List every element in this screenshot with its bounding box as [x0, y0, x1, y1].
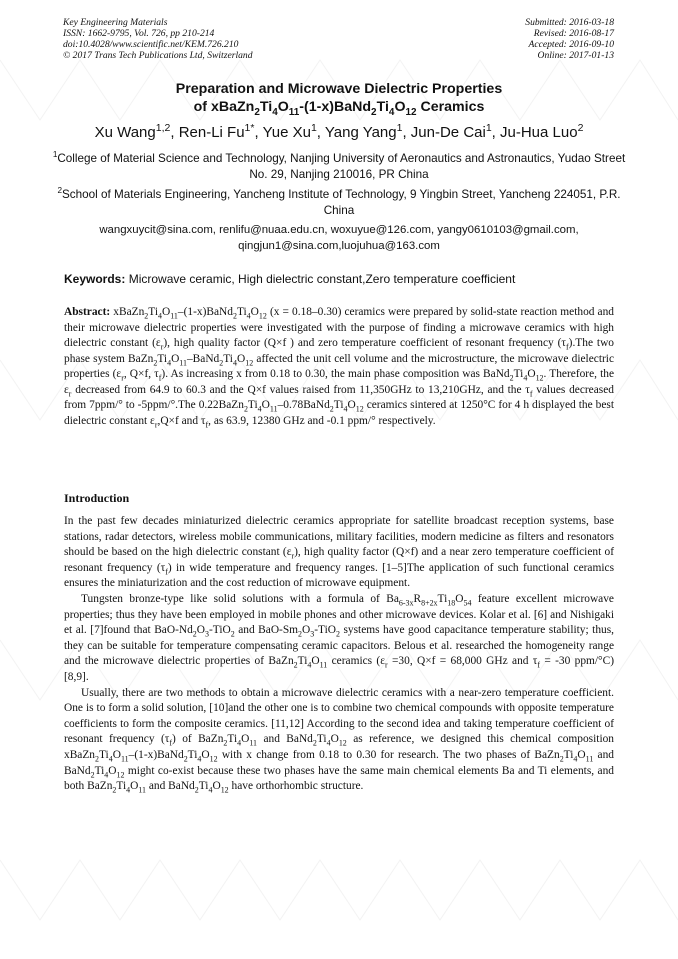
- author-affil-mark: 1,2: [155, 122, 171, 134]
- keywords: [64, 271, 624, 287]
- author-name: Ren-Li Fu: [178, 124, 245, 141]
- introduction-body: [64, 514, 614, 795]
- abstract: Abstract: $xBaZn_2Ti_4O_{11}-(1-x)BaNd_2Ti_4O_{12}$ (x = 0.18–0.30) ceramics were prepared by solid-state reaction method and their microwave dielectric properties were investigated with the purpose of finding a microwave ceramics with high dielectric constant $(\varepsilon_r)$, high quality factor (Q×f ) and zero temperature coefficient of resonant frequency $(\tau_f).The$ two phase system $BaZn_2Ti_4O_{11}-BaNd_2Ti_4O_{12}$ affected the unit cell volume and the microstructure, the microwave dielectric properties ($\varepsilon_r$, Q×f, $\tau_f$). As increasing x from 0.18 to 0.30, the main phase composition was $BaNd_2Ti_4O_{12}$. Therefore, the $\varepsilon_r$ decreased from 64.9 to 60.3 and the Q×f values raised from 11,350GHz to 13,210GHz, and the $\tau_f$ values decreased from 7ppm/° to -5ppm/°.The $0.22BaZn_2Ti_4O_{11}-0.78BaNd_2Ti_4O_{12}$ ceramics sintered at 1250°C for 4 h displayed the best dielectric constant $\varepsilon_r,Q\times f$ and $\tau_f$, as 63.9, 12380 GHz and -0.1 ppm/° respectively.: [64, 306, 615, 429]
- journal-doi: doi:10.4028/www.scientific.net/KEM.726.210: [63, 39, 239, 50]
- journal-name: Key Engineering Materials: [63, 17, 168, 28]
- author-affil-mark: 1: [310, 122, 317, 134]
- author-name: Xu Wang: [94, 124, 156, 141]
- paragraph: In the past few decades miniaturized dielectric ceramics appropriate for satellite broadcast reception systems, base stations, radar detectors, wireless mobile communications, military facilities, modern medicine as filters and resonators should be based on the high dielectric constant $(\varepsilon_r)$, high quality factor (Q×f) and a near zero temperature coefficient of resonant frequency $(\tau_f)$ in wide temperature and frequency ranges. [1–5]The application of such functional ceramics ensures the miniaturization and the cost reduction of microwave equipment.: [64, 515, 614, 590]
- author-name: Yang Yang: [324, 124, 397, 141]
- author-affil-mark: 1*: [244, 122, 255, 134]
- author-name: Jun-De Cai: [410, 124, 486, 141]
- paper-title-line2: of $xBaZn_2Ti_4O_{11}-(1-x)BaNd_2Ti_4O_{12}$ Ceramics: [193, 99, 485, 118]
- journal-issn: ISSN: 1662-9795, Vol. 726, pp 210-214: [63, 28, 215, 39]
- author-list: Xu Wang$^{1,2}$, Ren-Li $Fu^{1*}$, Yue Xu$^1$, Yang Yang$^1$, Jun-De Cai$^1$, Ju-Hua Luo$^2$: [94, 122, 584, 141]
- journal-info: [63, 17, 253, 61]
- affiliation-text: School of Materials Engineering, Yancheng Institute of Technology, 9 Yingbin Street, Yancheng 224051, P.R. China: [61, 188, 621, 217]
- date-online: Online: 2017-01-13: [537, 50, 614, 61]
- affiliation-text: College of Material Science and Technology, Nanjing University of Aeronautics and Astronautics, Yudao Street No. 29, Nanjing 210016, PR China: [57, 152, 626, 181]
- author-name: Ju-Hua Luo: [500, 124, 578, 141]
- date-accepted: Accepted: 2016-09-10: [528, 39, 614, 50]
- author-name: Yue Xu: [262, 124, 311, 141]
- paragraph: Usually, there are two methods to obtain a microwave dielectric ceramics with a near-zero temperature coefficient. One is to form a solid solution, [10]and the other one is to combine two chemical compounds with opposite temperature coefficients to form the composite ceramics. [11,12] According to the second idea and taking temperature coefficient of resonant frequency $(\tau_f)$ of $BaZn_2Ti_4O_{11}$ and $BaNd_2Ti_4O_{12}$ as reference, we designed this chemical composition $xBaZn_2Ti_4O_{11}-(1-x)BaNd_2Ti_4O_{12}$ with x change from 0.18 to 0.30 for research. The two phases of $BaZn_2Ti_4O_{11}$ and $BaNd_2Ti_4O_{12}$ might co-exist because these two phases have the same main chemical elements Ba and Ti elements, and both $BaZn_2Ti_4O_{11}$ and $BaNd_2Ti_4O_{12}$ have orthorhombic structure.: [64, 686, 614, 795]
- abstract-label: Abstract:: [64, 306, 111, 318]
- author-affil-mark: 1: [485, 122, 492, 134]
- author-affil-mark: 1: [396, 122, 403, 134]
- author-affil-mark: 2: [577, 122, 584, 134]
- affiliation-mark: 1: [52, 150, 58, 160]
- affiliation-1: [50, 151, 628, 183]
- section-heading-introduction: Introduction: [64, 491, 130, 505]
- keywords-label: Keywords:: [64, 272, 126, 286]
- affiliation-mark: 2: [57, 186, 62, 196]
- publication-dates: [525, 17, 614, 61]
- paragraph: Tungsten bronze-type like solid solutions with a formula of $Ba_{6-3x}R_{8+2x}Ti_{18}O_{54}$ feature excellent microwave properties; thus they have been employed in mobile phones and other microwave devices. Kolar et al. [6] and Nishigaki et al. [7]found that BaO-$Nd_2O_3-TiO_2$ and BaO-$Sm_2O_3-TiO_2$ systems have good capacitance temperature stability; thus, they can be suitable for temperature compensating ceramic capacitors. Belous et al. researched the homogeneity range and the microwave dielectric properties of $BaZn_2Ti_4O_{11}$ ceramics ($\varepsilon_r =30$, Q×f = 68,000 GHz and $\tau_f = -30$ ppm/°C) [8,9].: [64, 592, 614, 683]
- affiliation-2: [50, 187, 628, 219]
- author-emails: wangxuycit@sina.com, renlifu@nuaa.edu.cn, woxuyue@126.com, yangy0610103@gmail.com, qingjun1@sina.com,luojuhua@163.com: [99, 224, 579, 252]
- journal-copyright: © 2017 Trans Tech Publications Ltd, Switzerland: [63, 50, 253, 61]
- date-submitted: Submitted: 2016-03-18: [525, 17, 614, 28]
- paper-title-line1: Preparation and Microwave Dielectric Properties: [175, 81, 503, 97]
- date-revised: Revised: 2016-08-17: [533, 28, 614, 39]
- keywords-text: Microwave ceramic, High dielectric constant,Zero temperature coefficient: [128, 272, 516, 286]
